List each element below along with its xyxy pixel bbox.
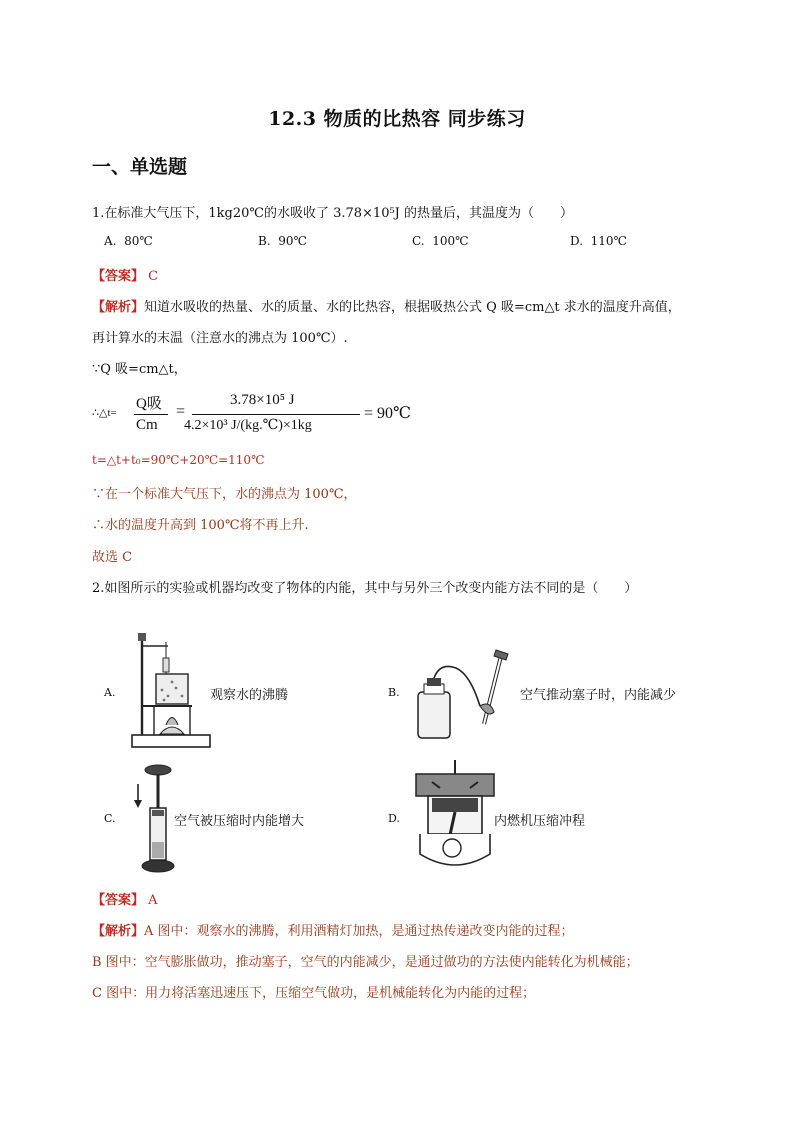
q1-formula: [92, 392, 432, 438]
bottle-pump-figure: [410, 644, 520, 744]
q2-analysis-line2: B 图中：空气膨胀做功，推动塞子，空气的内能减少，是通过做功的方法使内能转化为机械能；: [92, 955, 639, 970]
formula-eq: =: [176, 403, 186, 420]
q2-answer: [92, 889, 158, 908]
q2-option-c-letter: C.: [104, 812, 116, 825]
q1-note2: ∴水的温度升高到 100℃将不再上升.: [92, 518, 309, 533]
q1-since: ∵Q 吸=cm△t，: [92, 362, 187, 377]
formula-den1: Cm: [136, 417, 158, 433]
q1-analysis-line2: 再计算水的末温（注意水的沸点为 100℃）.: [92, 331, 348, 346]
q2-option-a-caption: 观察水的沸腾: [210, 688, 289, 703]
analysis-label: 【解析】: [92, 924, 145, 939]
boiling-apparatus-figure: [126, 630, 212, 752]
q1-note1: ∵在一个标准大气压下，水的沸点为 100℃，: [92, 487, 357, 502]
q2-option-d-letter: D.: [388, 812, 400, 825]
analysis-label: 【解析】: [92, 300, 145, 315]
q2-option-a-letter: A.: [104, 686, 116, 699]
formula-result: = 90℃: [364, 405, 411, 422]
formula-fraction-bar1: [134, 414, 168, 415]
q2-analysis-line3: C 图中：用力将活塞迅速压下，压缩空气做功，是机械能转化为内能的过程；: [92, 986, 536, 1001]
answer-label: 【答案】: [92, 893, 145, 908]
q1-calc: t=△t+t₀=90℃+20℃=110℃: [92, 453, 265, 467]
q2-option-c-caption: 空气被压缩时内能增大: [174, 814, 305, 829]
engine-compression-figure: [410, 758, 500, 870]
q1-option-b: B. 90℃: [258, 234, 307, 248]
q2-option-b-letter: B.: [388, 686, 400, 699]
q1-analysis-line1: 【解析】知道水吸收的热量、水的质量、水的比热容，根据吸热公式 Q 吸=cm△t 求水的温度升高值，: [92, 300, 681, 315]
q2-option-b-caption: 空气推动塞子时，内能减少: [520, 688, 677, 703]
answer-value: A: [148, 893, 158, 908]
q1-option-c: C. 100℃: [412, 234, 469, 248]
answer-label: 【答案】: [92, 269, 145, 284]
q1-stem: 1.在标准大气压下，1kg20℃的水吸收了 3.78×10⁵J 的热量后，其温度为（ ）: [92, 206, 574, 221]
q2-stem: 2.如图所示的实验或机器均改变了物体的内能，其中与另外三个改变内能方法不同的是（ ）: [92, 581, 638, 596]
formula-prefix: ∴△t=: [92, 407, 117, 419]
formula-fraction-bar2: [192, 414, 360, 415]
q1-option-d: D. 110℃: [570, 234, 627, 248]
answer-value: C: [148, 269, 159, 284]
q1-option-a: A. 80℃: [104, 234, 153, 248]
q2-option-d-caption: 内燃机压缩冲程: [494, 814, 586, 829]
formula-num2: 3.78×10⁵ J: [230, 392, 295, 408]
fire-syringe-figure: [130, 762, 174, 874]
q2-analysis-line1: 【解析】A 图中：观察水的沸腾，利用酒精灯加热，是通过热传递改变内能的过程；: [92, 924, 574, 939]
q1-answer: [92, 265, 158, 284]
section-heading: 一、单选题: [92, 156, 188, 178]
formula-den2: 4.2×10³ J/(kg.℃)×1kg: [184, 418, 312, 433]
formula-num1: Q吸: [136, 396, 162, 412]
q1-choose: 故选 C: [92, 550, 133, 565]
page-title: 12.3 物质的比热容 同步练习: [268, 108, 526, 130]
